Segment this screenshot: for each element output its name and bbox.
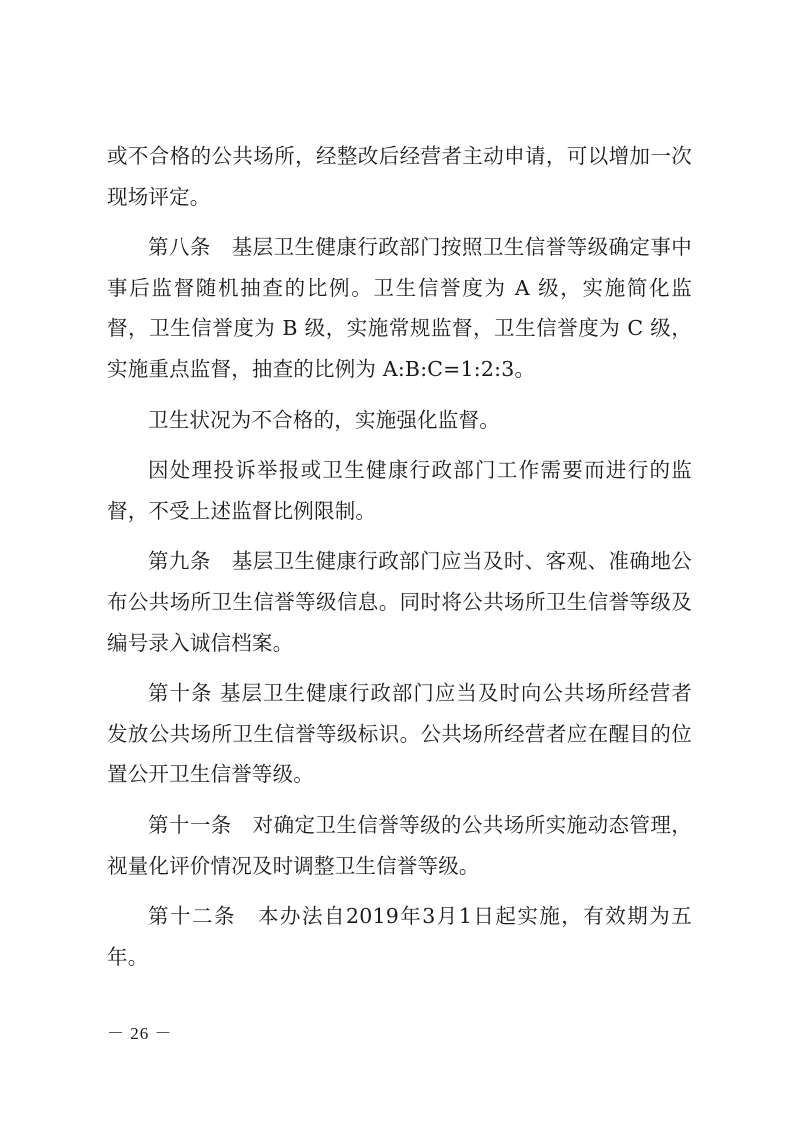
document-body (107, 136, 692, 987)
paragraph-strengthened-supervision: 卫生状况为不合格的，实施强化监督。 (148, 407, 500, 432)
paragraph-article-12: 第十二条 本办法自2019年3月1日起实施，有效期为五年。 (107, 904, 692, 969)
paragraph-complaint-exception: 因处理投诉举报或卫生健康行政部门工作需要而进行的监督，不受上述监督比例限制。 (107, 458, 692, 523)
paragraph-article-10: 第十条 基层卫生健康行政部门应当及时向公共场所经营者发放公共场所卫生信誉等级标识。公共场所经营者应在醒目的位置公开卫生信誉等级。 (107, 681, 692, 787)
page-number: － 26 － (107, 1024, 173, 1043)
paragraph-article-9: 第九条 基层卫生健康行政部门应当及时、客观、准确地公布公共场所卫生信誉等级信息。同时将公共场所卫生信誉等级及编号录入诚信档案。 (107, 549, 692, 655)
paragraph-continuation: 或不合格的公共场所，经整改后经营者主动申请，可以增加一次现场评定。 (107, 144, 692, 209)
paragraph-article-8: 第八条 基层卫生健康行政部门按照卫生信誉等级确定事中事后监督随机抽查的比例。卫生信誉度为 A 级，实施简化监督，卫生信誉度为 B 级，实施常规监督，卫生信誉度为 C 级，实施重点监督，抽查的比例为 A:B:C=1:2:3。 (107, 235, 692, 381)
paragraph-article-11: 第十一条 对确定卫生信誉等级的公共场所实施动态管理，视量化评价情况及时调整卫生信誉等级。 (107, 812, 692, 878)
